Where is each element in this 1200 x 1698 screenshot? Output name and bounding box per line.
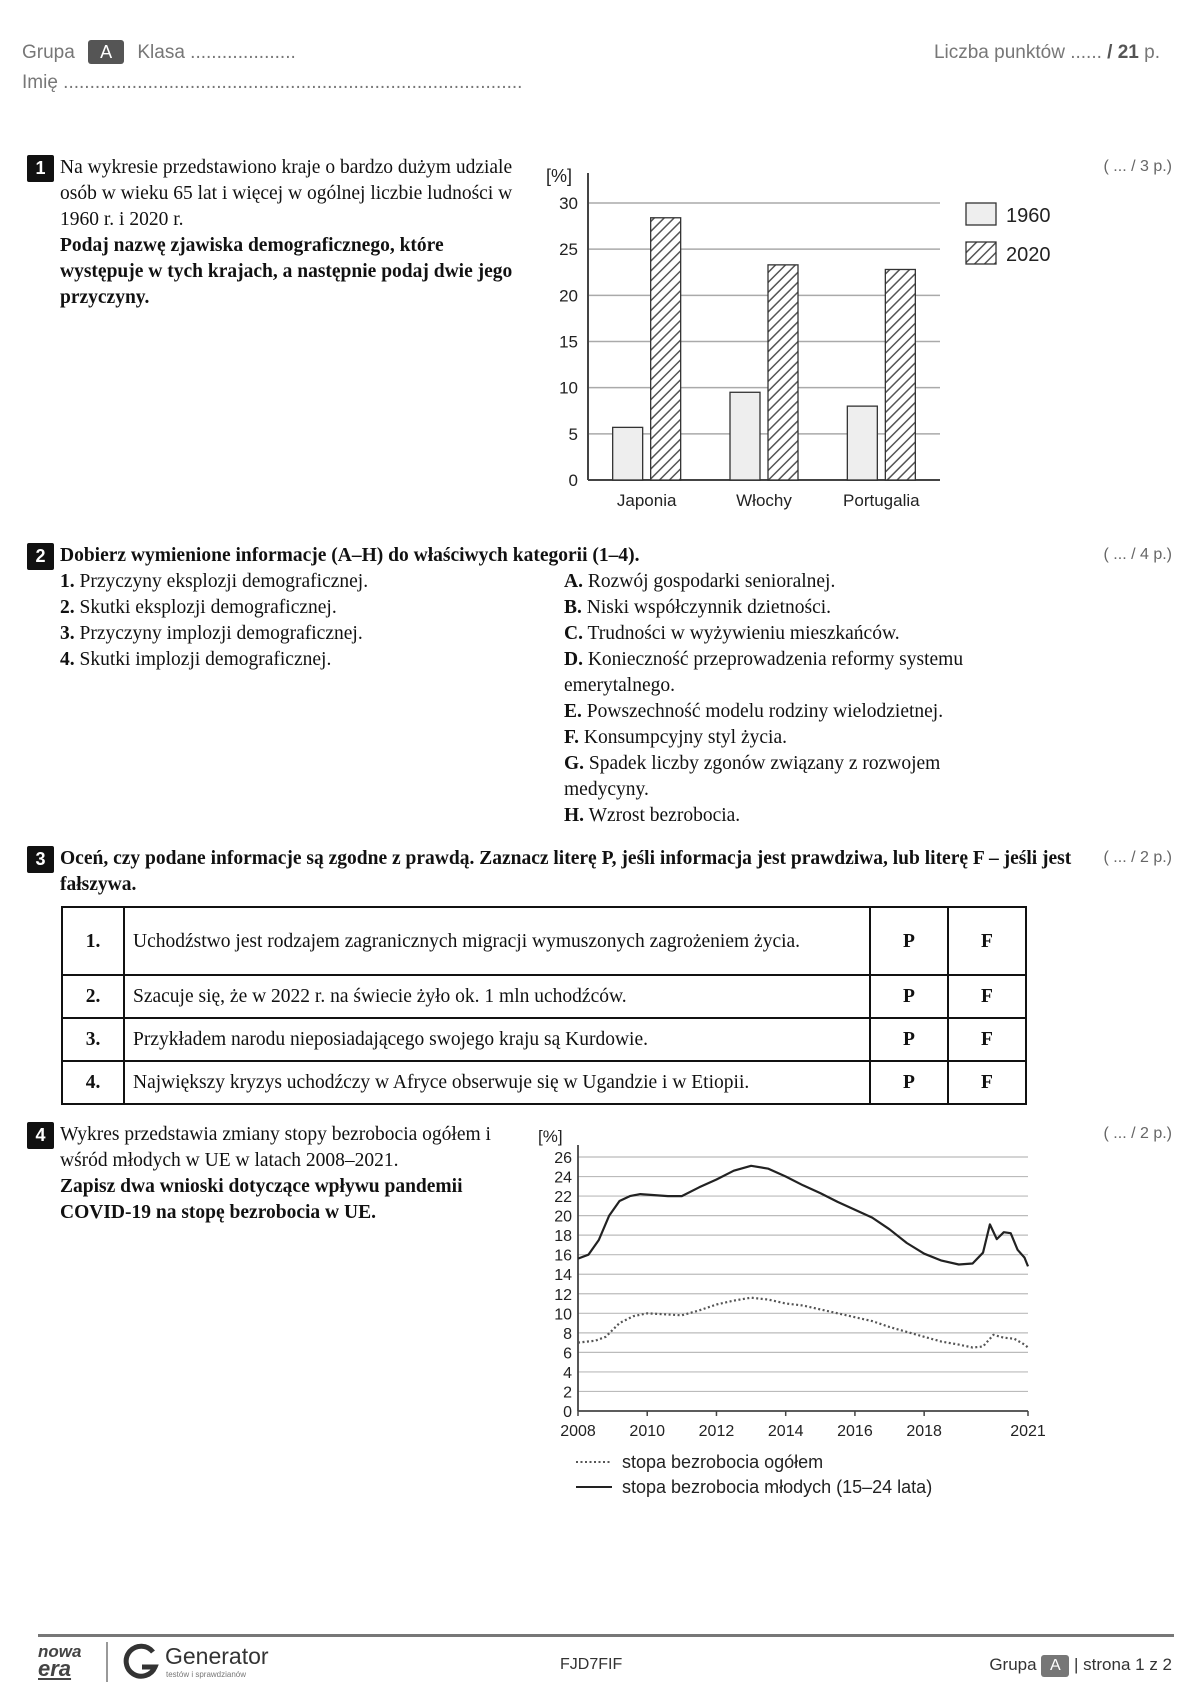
option-f[interactable]: F — [948, 907, 1026, 975]
x-tick-label: Portugalia — [843, 491, 920, 510]
klasa-field[interactable]: Klasa .................... — [137, 42, 296, 63]
y-tick-label: 0 — [568, 471, 578, 490]
row-number: 3. — [62, 1018, 124, 1061]
y-tick-label: 30 — [559, 194, 578, 213]
footer-group — [989, 1655, 1172, 1677]
question-2-title: Dobierz wymienione informacje (A–H) do właściwych kategorii (1–4). — [60, 545, 640, 566]
y-tick-label: 16 — [554, 1247, 572, 1265]
option-f[interactable]: F — [948, 1061, 1026, 1104]
row-statement: Największy kryzys uchodźczy w Afryce obserwuje się w Ugandzie i w Etiopii. — [124, 1061, 870, 1104]
y-tick-label: 15 — [559, 332, 578, 352]
question-number-1: 1 — [27, 155, 54, 182]
category-item: 1. Przyczyny eksplozji demograficznej. — [60, 571, 369, 592]
table-row — [62, 907, 1026, 975]
category-item: 3. Przyczyny implozji demograficznej. — [60, 623, 363, 644]
y-axis-label: [%] — [546, 166, 573, 186]
footer-grupa-label: Grupa — [989, 1655, 1037, 1674]
bar-1960 — [847, 406, 877, 480]
question-points-4: ( ... / 2 p.) — [1103, 1125, 1172, 1142]
row-statement: Uchodźstwo jest rodzajem zagranicznych migracji wymuszonych zagrożeniem życia. — [124, 907, 870, 975]
question-number-4: 4 — [27, 1122, 54, 1149]
x-tick-label: Japonia — [616, 491, 677, 510]
row-statement: Szacuje się, że w 2022 r. na świecie żyło ok. 1 mln uchodźców. — [124, 975, 870, 1018]
option-f[interactable]: F — [948, 975, 1026, 1018]
legend-swatch — [966, 203, 996, 225]
option-p[interactable]: P — [870, 1018, 948, 1061]
question-1-body — [60, 155, 522, 311]
row-number: 4. — [62, 1061, 124, 1104]
x-tick-label: 2012 — [698, 1423, 735, 1440]
footer-page: | strona 1 z 2 — [1074, 1655, 1172, 1674]
question-number-3: 3 — [27, 846, 54, 873]
question-points-3: ( ... / 2 p.) — [1103, 849, 1172, 866]
logo-separator — [106, 1642, 108, 1682]
y-tick-label: 10 — [559, 378, 578, 398]
header-points — [934, 42, 1160, 64]
bar-chart-aging — [538, 155, 1078, 520]
row-number: 2. — [62, 975, 124, 1018]
option-item: B. Niski współczynnik dzietności. — [564, 597, 832, 618]
option-p[interactable]: P — [870, 907, 948, 975]
question-2-options — [564, 569, 1064, 829]
y-tick-label: 0 — [563, 1404, 572, 1421]
bar-1960 — [613, 427, 643, 480]
y-tick-label: 25 — [559, 240, 578, 260]
question-2-categories — [60, 569, 540, 673]
x-tick-label: 2021 — [1010, 1423, 1046, 1440]
y-tick-label: 26 — [554, 1150, 572, 1167]
question-1-instruction: Podaj nazwę zjawiska demograficznego, które występuje w tych krajach, a następnie podaj dwie jego przyczyny. — [60, 235, 513, 308]
y-tick-label: 8 — [563, 1325, 572, 1343]
category-item: 4. Skutki implozji demograficznej. — [60, 649, 332, 670]
option-item: H. Wzrost bezrobocia. — [564, 805, 741, 826]
legend-swatch — [966, 242, 996, 264]
generator-logo-sub: testów i sprawdzianów — [166, 1670, 247, 1679]
series-line — [578, 1298, 1028, 1348]
true-false-table — [61, 906, 1027, 1105]
points-total: / 21 — [1107, 42, 1139, 63]
y-tick-label: 2 — [563, 1384, 572, 1402]
y-tick-label: 10 — [554, 1306, 572, 1324]
logo-nowa: nowa — [38, 1642, 82, 1661]
bar-1960 — [730, 392, 760, 480]
option-item: F. Konsumpcyjny styl życia. — [564, 727, 787, 748]
table-row — [62, 1061, 1026, 1104]
y-tick-label: 12 — [554, 1286, 572, 1304]
footer-divider — [38, 1634, 1174, 1637]
row-number: 1. — [62, 907, 124, 975]
legend-label: 2020 — [1006, 244, 1051, 266]
y-tick-label: 20 — [559, 286, 578, 306]
grupa-badge: A — [88, 40, 124, 64]
y-tick-label: 20 — [554, 1208, 572, 1226]
question-number-2: 2 — [27, 543, 54, 570]
option-item: C. Trudności w wyżywieniu mieszkańców. — [564, 623, 900, 644]
points-suffix: p. — [1144, 42, 1160, 63]
question-4-text: Wykres przedstawia zmiany stopy bezrobocia ogółem i wśród młodych w UE w latach 2008–2021. — [60, 1124, 491, 1171]
option-item: D. Konieczność przeprowadzenia reformy systemu emerytalnego. — [564, 649, 964, 696]
y-tick-label: 4 — [563, 1364, 572, 1382]
line-chart-unemployment — [530, 1120, 1070, 1520]
generator-logo-text: Generator — [165, 1643, 269, 1669]
option-p[interactable]: P — [870, 975, 948, 1018]
option-f[interactable]: F — [948, 1018, 1026, 1061]
y-tick-label: 24 — [554, 1169, 572, 1187]
question-4-instruction: Zapisz dwa wnioski dotyczące wpływu pandemii COVID-19 na stopę bezrobocia w UE. — [60, 1176, 463, 1223]
bar-2020 — [651, 218, 681, 480]
x-tick-label: 2014 — [767, 1423, 804, 1440]
x-tick-label: 2008 — [560, 1423, 596, 1440]
question-points-1: ( ... / 3 p.) — [1103, 158, 1172, 175]
question-3-title: Oceń, czy podane informacje są zgodne z prawdą. Zaznacz literę P, jeśli informacja jest prawdziwa, lub literę F – jeśli jest fałszywa. — [60, 848, 1072, 895]
document-code: FJD7FIF — [560, 1656, 623, 1673]
row-statement: Przykładem narodu nieposiadającego swojego kraju są Kurdowie. — [124, 1018, 870, 1061]
points-label: Liczba punktów ...... — [933, 42, 1102, 63]
legend-label: stopa bezrobocia młodych (15–24 lata) — [622, 1477, 933, 1497]
option-item: E. Powszechność modelu rodziny wielodzietnej. — [564, 701, 944, 722]
category-item: 2. Skutki eksplozji demograficznej. — [60, 597, 337, 618]
nowa-era-logo — [38, 1642, 100, 1681]
x-tick-label: 2018 — [906, 1423, 942, 1440]
question-4-body — [60, 1122, 520, 1226]
legend-label: 1960 — [1006, 205, 1051, 227]
header-grupa — [22, 40, 296, 64]
bar-2020 — [768, 265, 798, 480]
table-row — [62, 975, 1026, 1018]
y-axis-label: [%] — [538, 1127, 563, 1146]
generator-g-icon — [120, 1641, 162, 1683]
question-1-text: Na wykresie przedstawiono kraje o bardzo dużym udziale osób w wieku 65 lat i więcej w ogólnej liczbie ludności w 1960 r. i 2020 r. — [60, 157, 513, 230]
y-tick-label: 22 — [554, 1189, 572, 1207]
grupa-label: Grupa — [22, 42, 75, 63]
x-tick-label: 2010 — [629, 1423, 666, 1440]
option-item: G. Spadek liczby zgonów związany z rozwojem medycyny. — [564, 753, 941, 800]
x-tick-label: 2016 — [837, 1423, 873, 1440]
footer-grupa-badge: A — [1041, 1655, 1069, 1677]
logo-era: era — [38, 1656, 72, 1681]
y-tick-label: 14 — [554, 1267, 572, 1285]
bar-2020 — [885, 269, 915, 480]
option-item: A. Rozwój gospodarki senioralnej. — [564, 571, 836, 592]
y-tick-label: 18 — [554, 1228, 572, 1246]
question-points-2: ( ... / 4 p.) — [1103, 546, 1172, 563]
imie-field[interactable]: Imię ....................................................................................... — [22, 72, 523, 93]
table-row — [62, 1018, 1026, 1061]
option-p[interactable]: P — [870, 1061, 948, 1104]
y-tick-label: 5 — [568, 424, 578, 444]
x-tick-label: Włochy — [736, 491, 792, 510]
y-tick-label: 6 — [563, 1345, 572, 1363]
legend-label: stopa bezrobocia ogółem — [622, 1452, 824, 1472]
